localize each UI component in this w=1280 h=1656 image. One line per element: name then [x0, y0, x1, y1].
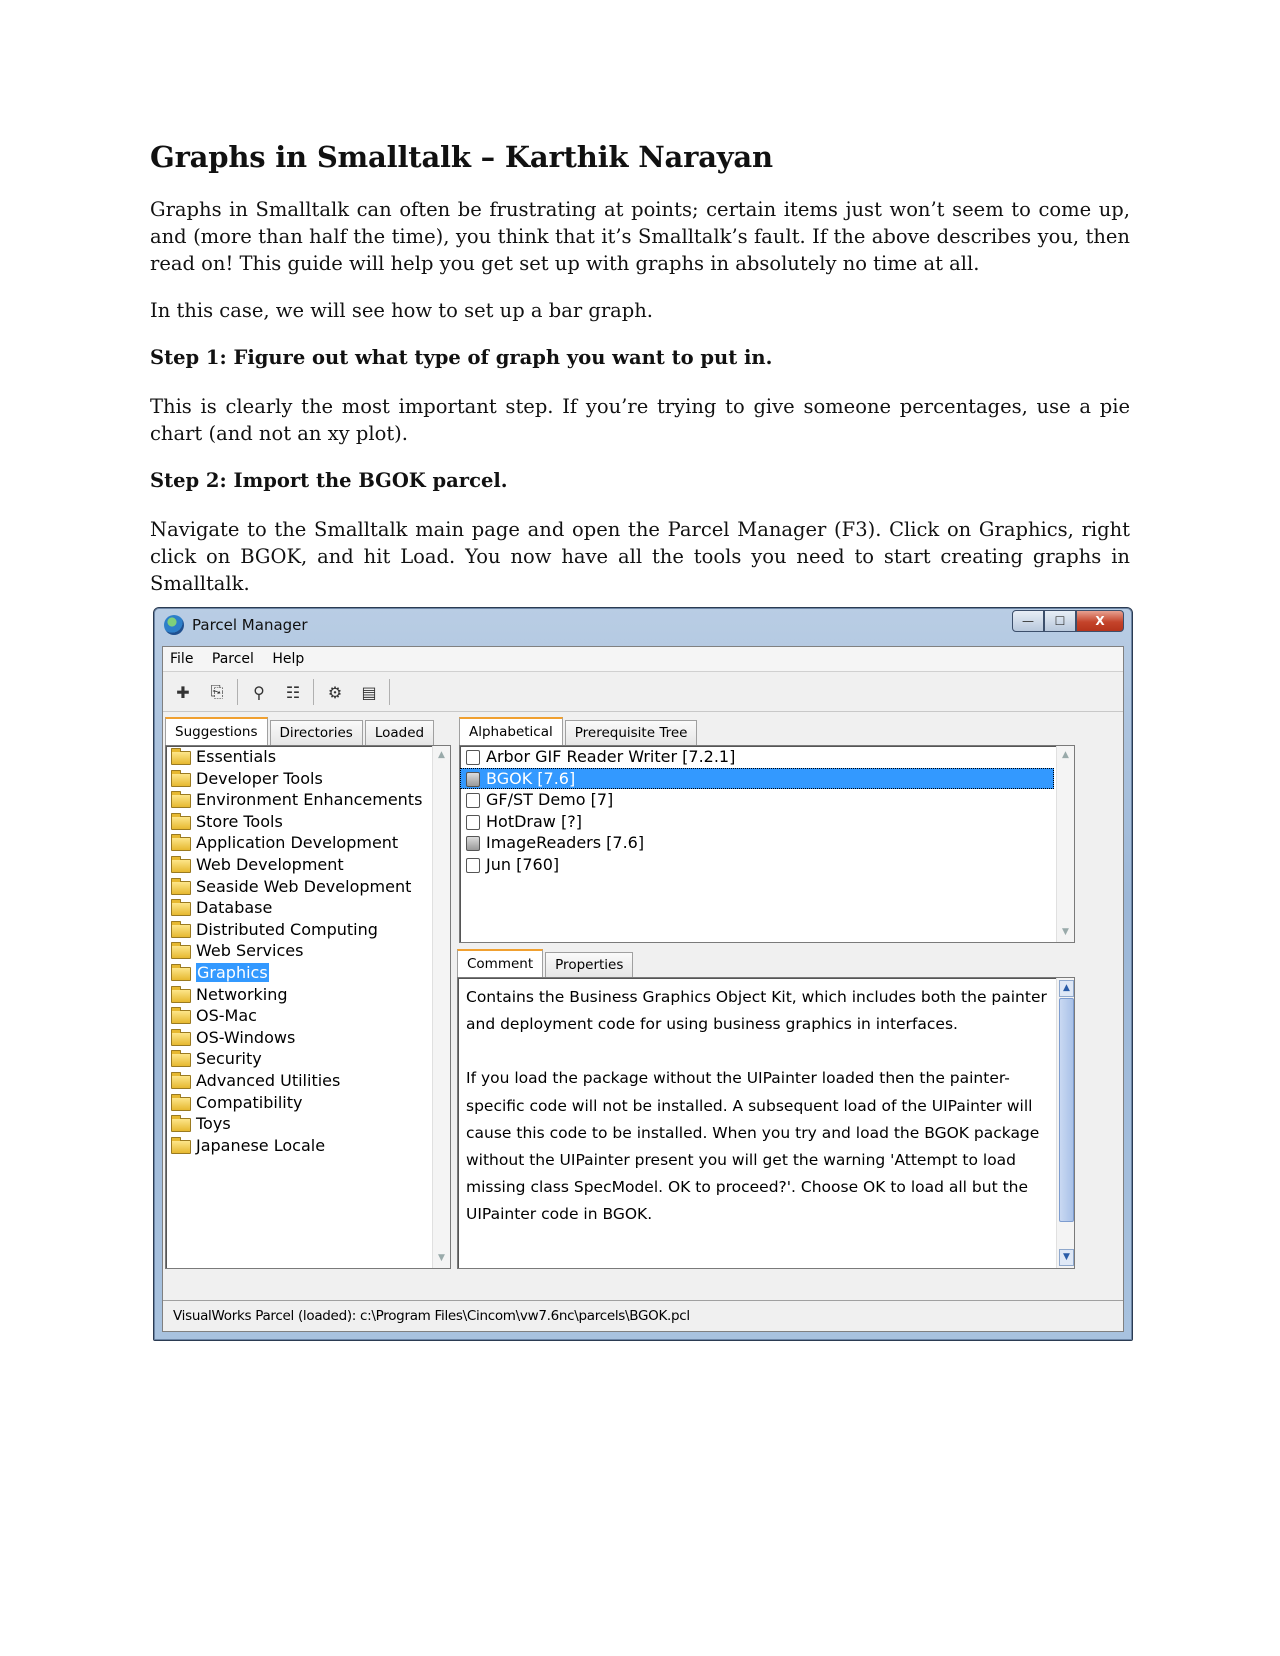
category-item[interactable]: [166, 768, 450, 790]
menu-help[interactable]: Help: [272, 651, 305, 667]
scroll-up-icon[interactable]: ▲: [1059, 980, 1074, 997]
parcel-label: HotDraw [?]: [486, 811, 582, 831]
category-item[interactable]: [166, 746, 450, 768]
scroll-down-icon[interactable]: ▼: [438, 1253, 445, 1263]
left-tabs: [165, 719, 436, 745]
parcel-icon: [466, 772, 480, 787]
tab-properties[interactable]: Properties: [545, 952, 633, 977]
parcel-icon: [466, 815, 480, 830]
window-title: Parcel Manager: [192, 616, 308, 634]
category-item[interactable]: [166, 1070, 450, 1092]
category-item[interactable]: [166, 1092, 450, 1114]
category-label: Networking: [196, 984, 288, 1004]
parcel-label: ImageReaders [7.6]: [486, 833, 645, 853]
folder-icon: [171, 773, 191, 787]
category-item[interactable]: [166, 1005, 450, 1027]
category-label: Compatibility: [196, 1092, 303, 1112]
folder-icon: [171, 1118, 191, 1132]
parcel-scrollbar[interactable]: [1056, 746, 1074, 942]
close-button[interactable]: X: [1076, 610, 1124, 632]
unload-parcel-icon[interactable]: ▤: [361, 682, 377, 702]
parcel-manager-window: [153, 607, 1133, 1341]
folder-icon: [171, 1032, 191, 1046]
tab-suggestions[interactable]: Suggestions: [165, 717, 268, 745]
parcel-label: GF/ST Demo [7]: [486, 790, 614, 810]
tab-directories[interactable]: Directories: [270, 720, 363, 745]
menu-parcel[interactable]: Parcel: [211, 651, 254, 667]
scroll-down-icon[interactable]: ▼: [1062, 927, 1069, 937]
parcel-icon: [466, 858, 480, 873]
category-label: Developer Tools: [196, 768, 323, 788]
folder-icon: [171, 1097, 191, 1111]
browse-parcel-icon[interactable]: ⚙: [327, 682, 343, 702]
folder-icon: [171, 1010, 191, 1024]
category-label: Seaside Web Development: [196, 876, 412, 896]
folder-icon: [171, 881, 191, 895]
category-item[interactable]: [166, 984, 450, 1006]
comment-pane[interactable]: [457, 977, 1075, 1269]
comment-paragraph-1: Contains the Business Graphics Object Kit, which includes both the painter and deployment code for using business graphics in interfaces.: [466, 988, 1047, 1034]
category-label: Essentials: [196, 747, 277, 766]
folder-icon: [171, 751, 191, 765]
category-label: Store Tools: [196, 811, 283, 831]
toolbar: [163, 673, 1123, 712]
folder-icon: [171, 902, 191, 916]
parcel-icon: [466, 836, 480, 851]
folder-icon: [171, 1075, 191, 1089]
parcel-item[interactable]: [460, 832, 1054, 854]
category-label: OS-Windows: [196, 1027, 296, 1047]
add-parcel-icon[interactable]: ✚: [176, 682, 190, 702]
category-label: Toys: [196, 1114, 231, 1134]
category-item[interactable]: [166, 832, 450, 854]
parcel-label: Jun [760]: [486, 854, 560, 874]
window-titlebar[interactable]: [154, 608, 1132, 640]
category-label: Security: [196, 1049, 262, 1069]
category-label: Environment Enhancements: [196, 790, 423, 810]
category-label: Application Development: [196, 833, 399, 853]
folder-icon: [171, 924, 191, 938]
document: [150, 140, 1130, 617]
find-all-icon[interactable]: ☷: [285, 682, 301, 702]
status-bar: VisualWorks Parcel (loaded): c:\Program Files\Cincom\vw7.6nc\parcels\BGOK.pcl: [163, 1300, 1123, 1331]
category-item[interactable]: [166, 811, 450, 833]
category-label: Web Development: [196, 854, 344, 874]
step1-heading: Step 1: Figure out what type of graph you want to put in.: [150, 346, 773, 369]
category-label: Database: [196, 898, 273, 918]
parcel-icon: [466, 793, 480, 808]
detail-tabs: [457, 951, 635, 977]
folder-icon: [171, 967, 191, 981]
scroll-up-icon[interactable]: ▲: [1062, 750, 1069, 760]
scroll-up-icon[interactable]: ▲: [438, 750, 445, 760]
category-label: Advanced Utilities: [196, 1070, 341, 1090]
category-item[interactable]: [166, 1135, 450, 1157]
parcel-item[interactable]: [460, 789, 1054, 811]
intro-paragraph: Graphs in Smalltalk can often be frustrating at points; certain items just won’t seem to come up, and (more than half the time), you think that it’s Smalltalk’s fault. If the above describes you, then read on! This guide will help you get set up with graphs in absolutely no time at all.: [150, 198, 1130, 275]
folder-icon: [171, 1140, 191, 1154]
minimize-button[interactable]: —: [1012, 610, 1044, 632]
load-parcel-icon[interactable]: ⎘: [210, 682, 224, 701]
category-label: Distributed Computing: [196, 919, 378, 939]
scroll-thumb[interactable]: [1059, 998, 1074, 1222]
right-tabs: [459, 719, 699, 745]
globe-icon: [164, 615, 184, 635]
tab-loaded[interactable]: Loaded: [365, 720, 434, 745]
category-item[interactable]: [166, 854, 450, 876]
folder-icon: [171, 1053, 191, 1067]
folder-icon: [171, 989, 191, 1003]
folder-icon: [171, 837, 191, 851]
menu-file[interactable]: File: [170, 651, 194, 667]
category-label: Japanese Locale: [196, 1135, 326, 1155]
parcel-item[interactable]: [460, 811, 1054, 833]
parcel-item[interactable]: [460, 854, 1054, 876]
folder-icon: [171, 859, 191, 873]
parcel-label: Arbor GIF Reader Writer [7.2.1]: [486, 747, 736, 766]
window-client: [162, 646, 1124, 1332]
scroll-down-icon[interactable]: ▼: [1059, 1249, 1074, 1266]
category-item[interactable]: [166, 940, 450, 962]
category-item[interactable]: [166, 789, 450, 811]
category-item[interactable]: [166, 876, 450, 898]
find-parcel-icon[interactable]: ⚲: [253, 682, 265, 702]
case-paragraph: In this case, we will see how to set up a bar graph.: [150, 299, 654, 322]
step2-heading: Step 2: Import the BGOK parcel.: [150, 469, 508, 492]
category-item[interactable]: [166, 1027, 450, 1049]
category-label: OS-Mac: [196, 1006, 257, 1026]
category-label: Graphics: [197, 962, 268, 982]
parcel-list[interactable]: [459, 745, 1075, 943]
tab-alphabetical[interactable]: Alphabetical: [459, 717, 563, 745]
maximize-button[interactable]: ☐: [1044, 610, 1076, 632]
category-item[interactable]: [166, 919, 450, 941]
parcel-item[interactable]: [460, 768, 1054, 790]
category-list[interactable]: [165, 745, 451, 1269]
step1-body: This is clearly the most important step. If you’re trying to give someone percentages, use a pie chart (and not an xy plot).: [150, 395, 1130, 445]
category-item[interactable]: [166, 1113, 450, 1135]
menu-bar: [163, 647, 1123, 672]
folder-icon: [171, 816, 191, 830]
parcel-label: BGOK [7.6]: [486, 768, 576, 788]
step2-body: Navigate to the Smalltalk main page and open the Parcel Manager (F3). Click on Graphics, right click on BGOK, and hit Load. You now have all the tools you need to start creating graphs in Smalltalk.: [150, 518, 1130, 595]
document-title: Graphs in Smalltalk – Karthik Narayan: [150, 140, 773, 174]
category-label: Web Services: [196, 941, 304, 961]
folder-icon: [171, 945, 191, 959]
category-scrollbar[interactable]: [432, 746, 450, 1268]
parcel-item[interactable]: [460, 746, 1054, 768]
folder-icon: [171, 794, 191, 808]
category-item[interactable]: [166, 897, 450, 919]
comment-scrollbar[interactable]: [1056, 978, 1074, 1268]
parcel-icon: [466, 750, 480, 765]
tab-comment[interactable]: Comment: [457, 949, 543, 977]
comment-paragraph-2: If you load the package without the UIPainter loaded then the painter-specific code will not be installed. A subsequent load of the UIPainter will cause this code to be installed. When you try and load the BGOK package without the UIPainter present you will get the warning 'Attempt to load missing class SpecModel. OK to proceed?'. Choose OK to load all but the UIPainter code in BGOK.: [466, 1069, 1040, 1224]
category-item[interactable]: [166, 1048, 450, 1070]
category-item[interactable]: [166, 962, 450, 984]
tab-prerequisite-tree[interactable]: Prerequisite Tree: [565, 720, 698, 745]
